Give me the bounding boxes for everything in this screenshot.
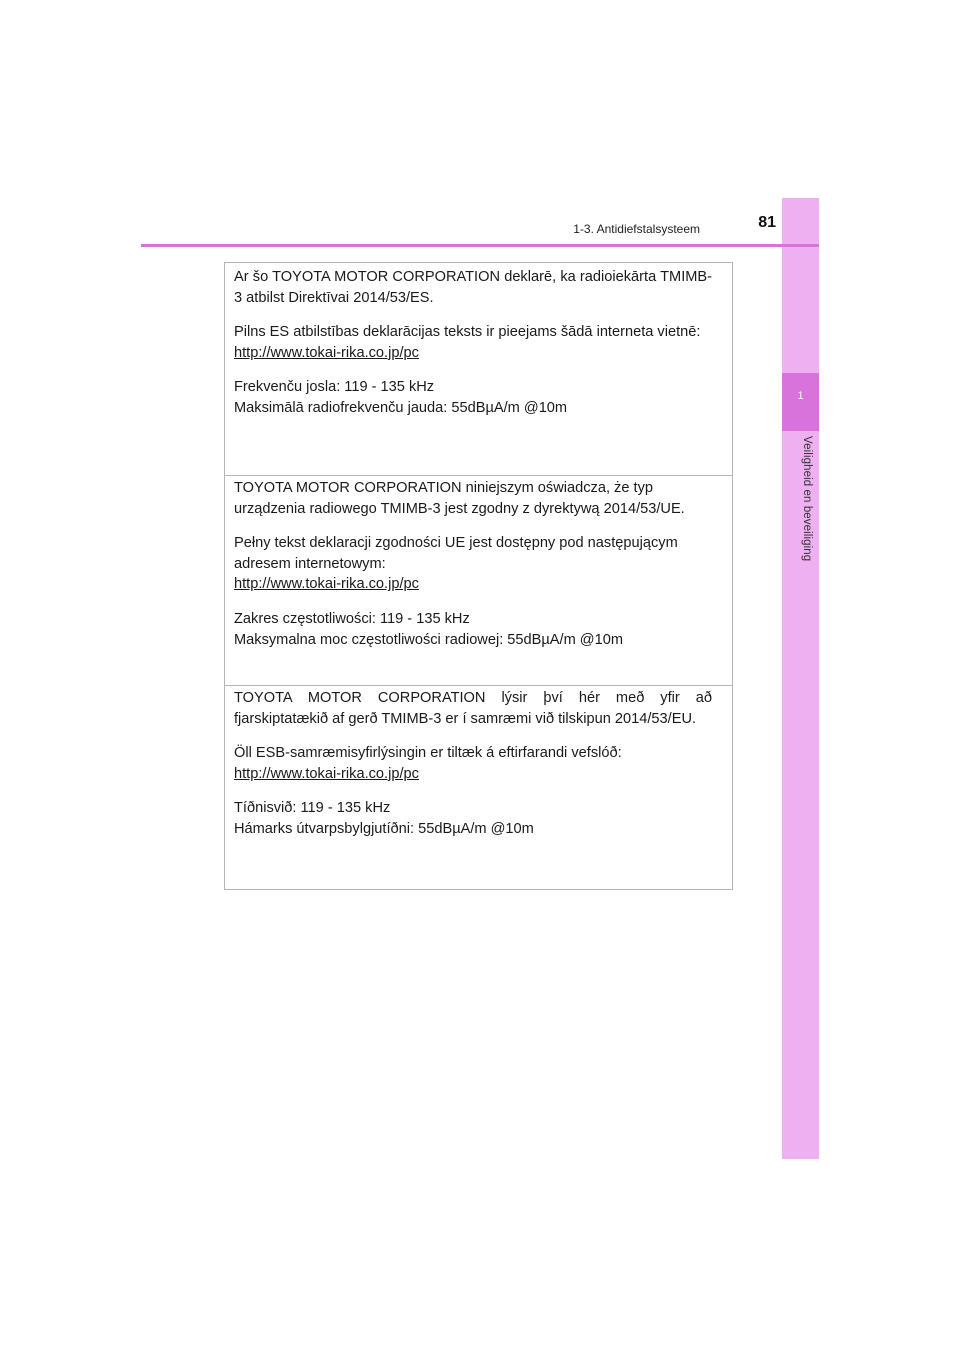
frequency-band: Zakres częstotliwości: 119 - 135 kHz [234, 610, 470, 627]
declaration-box [224, 262, 733, 890]
max-power: Maksimālā radiofrekvenču jauda: 55dBµA/m @10m [234, 399, 568, 416]
declaration-availability: Pilns ES atbilstības deklarācijas teksts ir pieejams šādā interneta vietnē: [234, 324, 701, 341]
declaration-block-icelandic [225, 685, 732, 890]
declaration-url-link[interactable]: http://www.tokai-rika.co.jp/pc [234, 576, 419, 593]
frequency-band: Tíðnisvið: 119 - 135 kHz [234, 800, 391, 817]
frequency-band: Frekvenču josla: 119 - 135 kHz [234, 379, 435, 396]
chapter-title: Veiligheid en beveiliging [801, 436, 813, 562]
declaration-availability: Pełny tekst deklaracji zgodności UE jest dostępny pod następującym adresem internetowym: [234, 535, 678, 572]
max-power: Maksymalna moc częstotliwości radiowej: 55dBµA/m @10m [234, 631, 624, 648]
declaration-availability: Öll ESB-samræmisyfirlýsingin er tiltæk á eftirfarandi vefslóð: [234, 745, 622, 762]
declaration-statement: TOYOTA MOTOR CORPORATION niniejszym oświadcza, że typ urządzenia radiowego TMIMB-3 jest zgodny z dyrektywą 2014/53/UE. [234, 480, 685, 517]
chapter-tab-active[interactable] [782, 373, 819, 431]
chapter-side-tab [782, 198, 819, 1159]
header-rule [141, 244, 819, 247]
chapter-number: 1 [797, 390, 804, 402]
declaration-block-polish [225, 475, 732, 683]
max-power: Hámarks útvarpsbylgjutíðni: 55dBµA/m @10m [234, 820, 534, 837]
section-title: 1-3. Antidiefstalsysteem [573, 222, 700, 236]
declaration-statement: Ar šo TOYOTA MOTOR CORPORATION deklarē, ka radioiekārta TMIMB-3 atbilst Direktīvai 2014/53/ES. [234, 269, 712, 306]
page-number: 81 [758, 214, 776, 231]
declaration-statement: TOYOTA MOTOR CORPORATION lýsir því hér með yfir að fjarskiptatækið af gerð TMIMB-3 er í samræmi við tilskipun 2014/53/EU. [234, 690, 712, 727]
declaration-url-link[interactable]: http://www.tokai-rika.co.jp/pc [234, 765, 419, 782]
declaration-block-latvian [225, 267, 732, 473]
declaration-url-link[interactable]: http://www.tokai-rika.co.jp/pc [234, 344, 419, 361]
